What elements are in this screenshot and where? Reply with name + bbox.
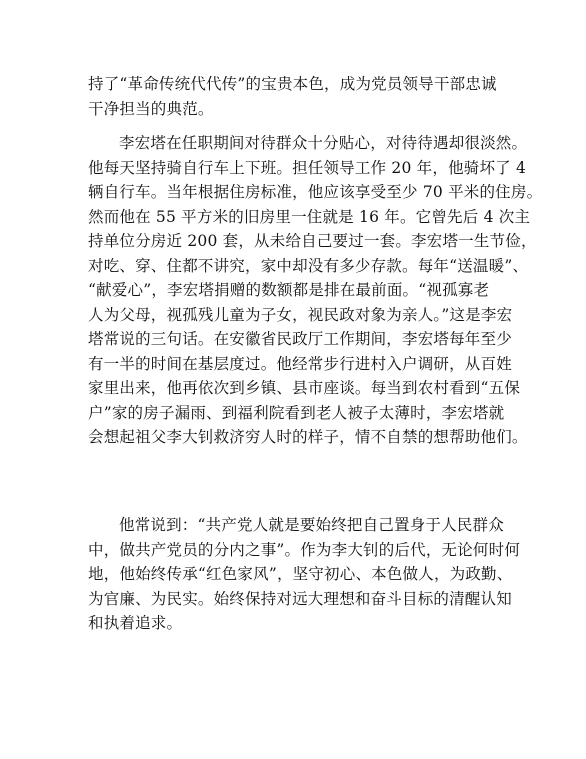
paragraph-line: 和执着追求。 (88, 614, 183, 632)
paragraph-line: 为官廉、为民实。始终保持对远大理想和奋斗目标的清醒认知 (88, 589, 512, 608)
paragraph-line: 地，他始终传承“红色家风”，坚守初心、本色做人，为政勤、 (88, 565, 513, 583)
paragraph-line: 持了“革命传统代代传”的宝贵本色，成为党员领导干部忠诚 (88, 75, 497, 93)
paragraph-line: 干净担当的典范。 (88, 99, 214, 118)
paragraph-1 (88, 72, 500, 121)
paragraph-line: 人为父母，视孤残儿童为子女，视民政对象为亲人。”这是李宏 (88, 305, 513, 324)
paragraph-line: 辆自行车。当年根据住房标准，他应该享受至少 70 平米的住房。 (88, 183, 543, 201)
paragraph-line: 持单位分房近 200 套，从未给自己要过一套。李宏塔一生节俭， (88, 232, 537, 250)
paragraph-line: 塔常说的三句话。在安徽省民政厅工作期间，李宏塔每年至少 (88, 330, 512, 348)
paragraph-2 (88, 131, 543, 450)
paragraph-line: 有一半的时间在基层度过。他经常步行进村入户调研，从百姓 (88, 354, 512, 373)
paragraph-line: 中，做共产党员的分内之事”。作为李大钊的后代，无论何时何 (88, 540, 521, 559)
paragraph-line: 他每天坚持骑自行车上下班。担任领导工作 20 年，他骑坏了 4 (88, 158, 527, 177)
paragraph-line: 对吃、穿、住都不讲究，家中却没有多少存款。每年“送温暖”、 (88, 256, 529, 275)
paragraph-line: “献爱心”，李宏塔捐赠的数额都是排在最前面。“视孤寡老 (88, 281, 490, 299)
paragraph-line: 户”家的房子漏雨、到福利院看到老人被子太薄时，李宏塔就 (88, 403, 505, 422)
paragraph-line: 然而他在 55 平方米的旧房里一住就是 16 年。它曾先后 4 次主 (88, 207, 531, 226)
paragraph-line: 会想起祖父李大钊救济穷人时的样子，情不自禁的想帮助他们。 (88, 428, 528, 446)
paragraph-line: 家里出来，他再依次到乡镇、县市座谈。每当到农村看到“五保 (88, 379, 521, 397)
paragraph-line: 李宏塔在任职期间对待群众十分贴心，对待待遇却很淡然。 (119, 134, 528, 152)
paragraph-3 (88, 513, 521, 636)
paragraph-line: 他常说到：“共产党人就是要始终把自己置身于人民群众 (119, 516, 504, 534)
